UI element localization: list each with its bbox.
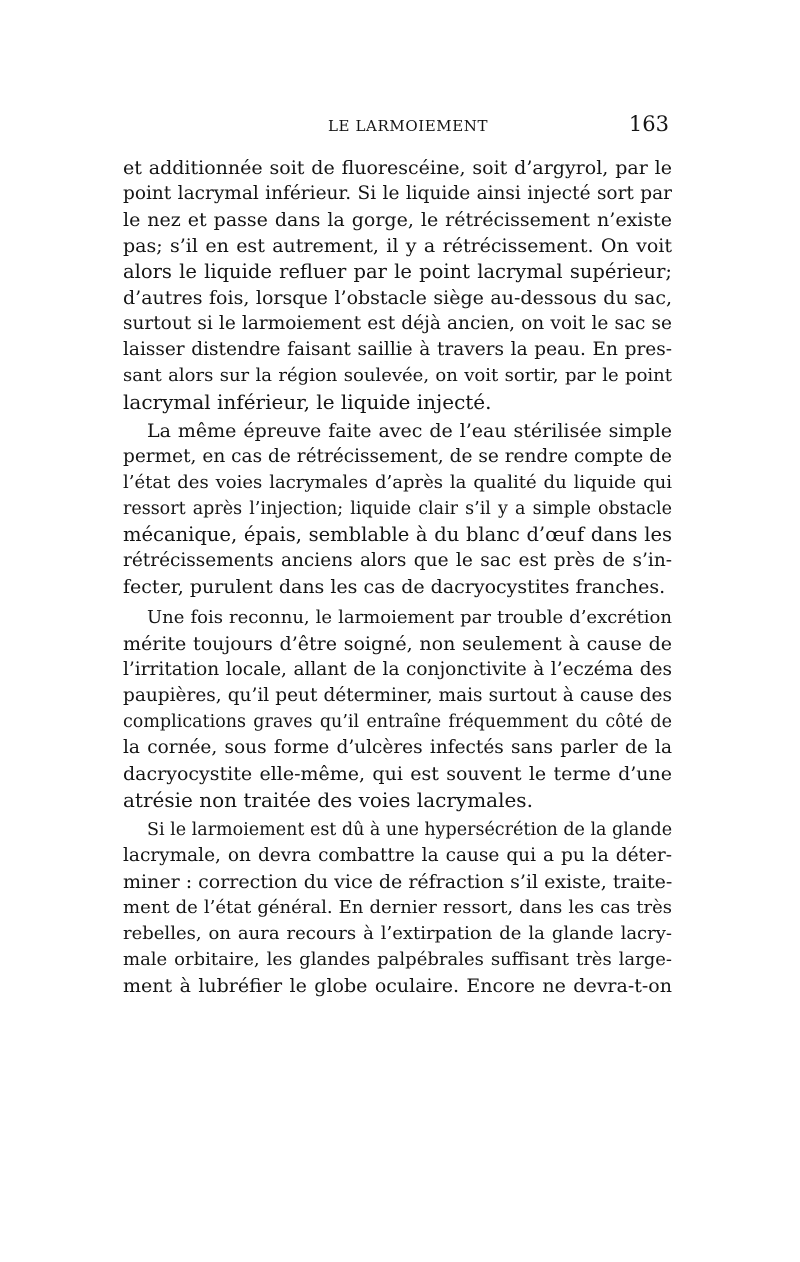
text-line: ment de l’état général. En dernier ressort, dans les cas très — [123, 897, 672, 918]
text-line: rebelles, on aura recours à l’extirpation de la glande lacry- — [123, 923, 672, 944]
text-line: mécanique, épais, semblable à du blanc d’œuf dans les — [123, 523, 672, 546]
text-line: lacrymal inférieur, le liquide injecté. — [123, 390, 492, 414]
text-line: miner : correction du vice de réfraction s’il existe, traite- — [123, 871, 672, 893]
text-line: male orbitaire, les glandes palpébrales suffisant très large- — [123, 949, 672, 970]
text-line: la cornée, sous forme d’ulcères infectés sans parler de la — [123, 737, 672, 758]
text-line: La même épreuve faite avec de l’eau stérilisée simple — [147, 420, 672, 442]
text-line: le nez et passe dans la gorge, le rétrécissement n’existe — [123, 209, 672, 231]
text-line: lacrymale, on devra combattre la cause qui a pu la déter- — [123, 845, 672, 866]
text-line: Si le larmoiement est dû à une hypersécrétion de la glande — [147, 820, 672, 840]
text-line: fecter, purulent dans les cas de dacryocystites franches. — [123, 576, 666, 598]
text-line: l’état des voies lacrymales d’après la qualité du liquide qui — [123, 472, 672, 493]
text-line: alors le liquide refluer par le point lacrymal supérieur; — [123, 260, 672, 283]
text-line: complications graves qu’il entraîne fréquemment du côté de — [123, 712, 672, 732]
text-line: atrésie non traitée des voies lacrymales. — [123, 788, 533, 812]
text-line: ressort après l’injection; liquide clair s’il y a simple obstacle — [123, 499, 672, 519]
text-line: l’irritation locale, allant de la conjonctivite à l’eczéma des — [123, 659, 672, 680]
page-number: 163 — [628, 112, 669, 136]
text-line: et additionnée soit de fluorescéine, soit d’argyrol, par le — [123, 157, 672, 179]
text-line: surtout si le larmoiement est déjà ancien, on voit le sac se — [123, 313, 672, 334]
text-line: point lacrymal inférieur. Si le liquide ainsi injecté sort par — [123, 183, 672, 204]
text-line: Une fois reconnu, le larmoiement par trouble d’excrétion — [147, 607, 672, 628]
text-line: paupières, qu’il peut déterminer, mais surtout à cause des — [123, 685, 672, 706]
text-line: mérite toujours d’être soigné, non seulement à cause de — [123, 633, 672, 655]
text-line: sant alors sur la région soulevée, on voit sortir, par le point — [123, 365, 672, 386]
running-header-title: LE LARMOIEMENT — [328, 117, 489, 135]
text-line: permet, en cas de rétrécissement, de se rendre compte de — [123, 446, 672, 467]
text-line: ment à lubréfier le globe oculaire. Encore ne devra-t-on — [123, 975, 672, 997]
text-line: pas; s’il en est autrement, il y a rétrécissement. On voit — [123, 235, 672, 257]
text-line: d’autres fois, lorsque l’obstacle siège au-dessous du sac, — [123, 287, 672, 309]
text-line: dacryocystite elle-même, qui est souvent le terme d’une — [123, 763, 672, 785]
text-line: rétrécissements anciens alors que le sac est près de s’in- — [123, 550, 672, 571]
text-line: laisser distendre faisant saillie à travers la peau. En pres- — [123, 339, 672, 360]
